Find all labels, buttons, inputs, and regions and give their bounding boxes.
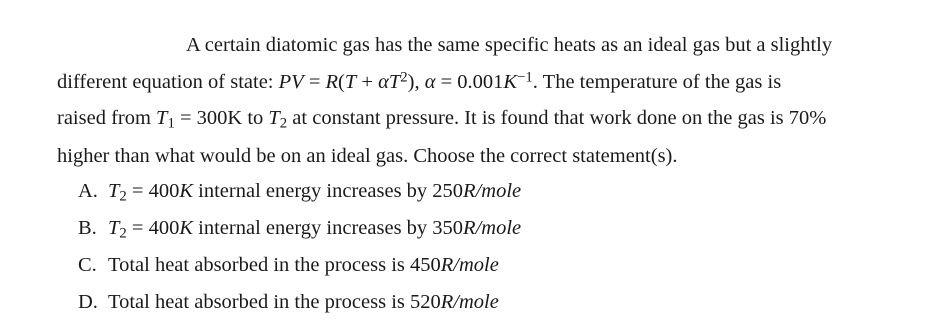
question-line-1: [186, 33, 832, 57]
option-text: internal energy increases by 350: [193, 217, 464, 239]
option-b[interactable]: [78, 216, 521, 240]
question-line-2: [57, 70, 781, 94]
question-text: at constant pressure. It is found that work done on the gas is 70%: [287, 107, 827, 129]
plus-sign: +: [356, 71, 379, 93]
alpha-exponent: −1: [517, 69, 533, 86]
alpha-symbol: α: [424, 71, 436, 93]
question-line-3: [57, 106, 826, 130]
question-text: higher than what would be on an ideal gas. Choose the correct statement(s).: [57, 145, 678, 167]
option-c[interactable]: [78, 253, 499, 277]
option-text: Total heat absorbed in the process is 450: [108, 254, 441, 276]
option-label: B.: [78, 217, 97, 239]
question-text: different equation of state:: [57, 71, 279, 93]
option-value: = 400: [126, 217, 180, 239]
option-subscript: 2: [119, 225, 127, 242]
option-unit: K: [179, 180, 194, 202]
equation-t: T: [344, 71, 357, 93]
option-label: A.: [78, 180, 98, 202]
option-text: internal energy increases by 250: [193, 180, 464, 202]
option-unit: R/mole: [463, 180, 522, 202]
question-line-4: [57, 144, 678, 168]
question-text: . The temperature of the gas is: [532, 71, 782, 93]
option-label: D.: [78, 291, 98, 313]
subscript: 1: [167, 115, 175, 132]
question-text: = 300K to: [174, 107, 269, 129]
option-variable: T: [108, 180, 120, 202]
question-text: raised from: [57, 107, 157, 129]
option-unit: R/mole: [440, 291, 499, 313]
equals-sign: =: [435, 71, 458, 93]
equation-exponent: 2: [400, 69, 408, 86]
equation-r: R: [325, 71, 339, 93]
option-a[interactable]: [78, 179, 521, 203]
option-value: = 400: [126, 180, 180, 202]
option-variable: T: [108, 217, 120, 239]
option-unit: R/mole: [440, 254, 499, 276]
option-unit: R/mole: [463, 217, 522, 239]
option-subscript: 2: [119, 188, 127, 205]
temperature-symbol: T: [268, 107, 280, 129]
alpha-value: 0.001: [457, 71, 504, 93]
option-d[interactable]: [78, 290, 499, 314]
option-text: Total heat absorbed in the process is 520: [108, 291, 441, 313]
temperature-symbol: T: [156, 107, 168, 129]
equation-lhs: PV: [278, 71, 304, 93]
alpha-unit: K: [503, 71, 518, 93]
paren-close: ),: [407, 71, 425, 93]
question-text: A certain diatomic gas has the same specific heats as an ideal gas but a slightly: [186, 34, 833, 56]
paren-open: (: [338, 71, 345, 93]
option-label: C.: [78, 254, 97, 276]
equals-sign: =: [303, 71, 326, 93]
subscript: 2: [279, 115, 288, 132]
equation-alpha-t: αT: [378, 71, 401, 93]
option-unit: K: [179, 217, 194, 239]
